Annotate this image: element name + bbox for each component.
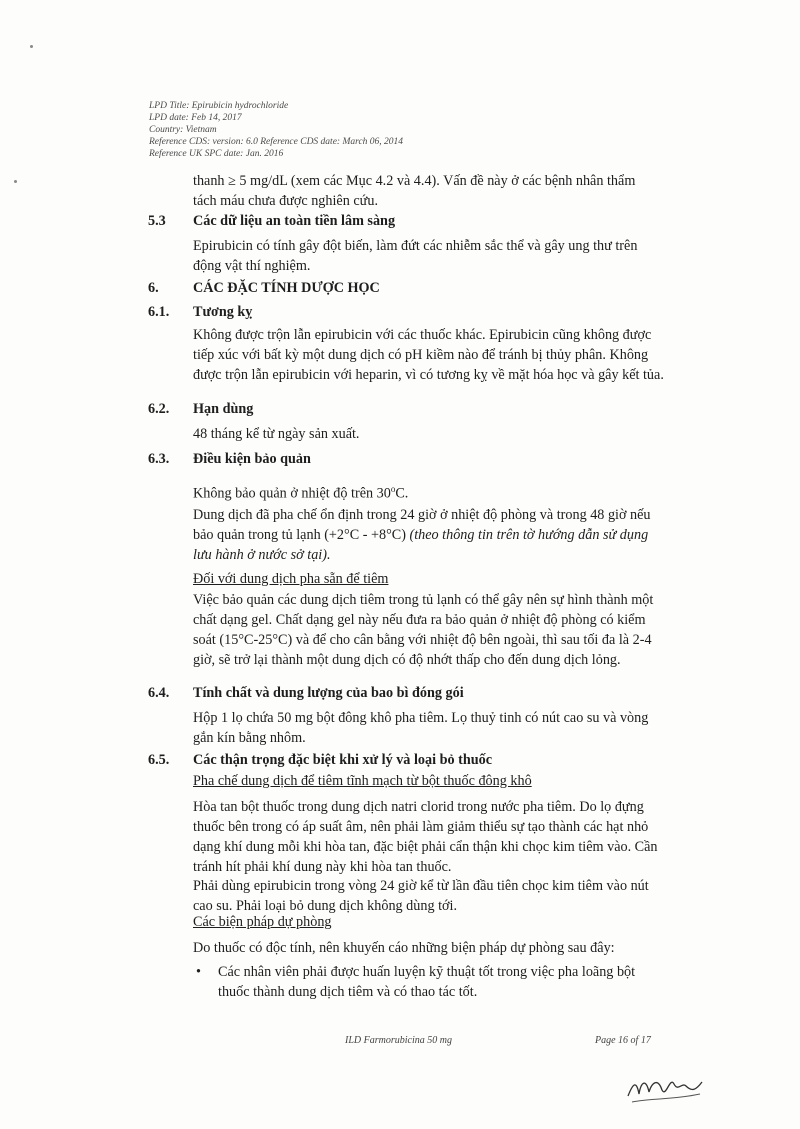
doc-header-country: Country: Vietnam	[149, 125, 217, 135]
doc-header-cds: Reference CDS: version: 6.0 Reference CDS date: March 06, 2014	[149, 137, 404, 147]
section-6-1-text: Không được trộn lẫn epirubicin với các thuốc khác. Epirubicin cũng không được tiếp xúc với bất kỳ một dung dịch có pH kiềm nào để tránh bị thủy phân. Không được trộn lẫn epirubicin với heparin, vì có tương kỵ về mặt hóa học và gây kết tủa.	[193, 327, 664, 383]
scan-speck	[30, 45, 33, 48]
section-6-number: 6.	[148, 280, 159, 296]
section-6-5-number: 6.5.	[148, 752, 170, 768]
footer-product: ILD Farmorubicina 50 mg	[345, 1035, 452, 1046]
section-6-3-gel-text: Việc bảo quản các dung dịch tiêm trong tủ lạnh có thể gây nên sự hình thành một chất dạng gel. Chất dạng gel này nếu đưa ra bảo quản ở nhiệt độ phòng có kiểm soát (15°C-25°C) và để cho cân bằng với nhiệt độ bên ngoài, thì sau tối đa là 2-4 giờ, sẽ trở lại thành một dung dịch có độ nhớt thấp cho đến dung dịch lỏng.	[193, 592, 654, 668]
bullet-marker: •	[196, 964, 201, 980]
footer-page-number: Page 16 of 17	[595, 1035, 651, 1046]
section-6-2-text: 48 tháng kể từ ngày sản xuất.	[193, 426, 360, 442]
section-6-4-text: Hộp 1 lọ chứa 50 mg bột đông khô pha tiêm. Lọ thuỷ tinh có nút cao su và vòng gắn kín bằng nhôm.	[193, 710, 649, 746]
section-6-title: CÁC ĐẶC TÍNH DƯỢC HỌC	[193, 280, 380, 296]
section-6-3-number: 6.3.	[148, 451, 170, 467]
scan-speck	[14, 180, 17, 183]
section-6-3-title: Điều kiện bảo quản	[193, 451, 311, 467]
section-6-5-usage-text: Phải dùng epirubicin trong vòng 24 giờ kể từ lần đầu tiên chọc kim tiêm vào nút cao su. Phải loại bỏ dung dịch không dùng tới.	[193, 878, 649, 914]
section-5-3-text: Epirubicin có tính gây đột biến, làm đứt các nhiễm sắc thể và gây ung thư trên động vật thí nghiệm.	[193, 238, 638, 274]
section-6-4-title: Tính chất và dung lượng của bao bì đóng gói	[193, 685, 464, 701]
section-6-5-subheading-reconstitution: Pha chế dung dịch để tiêm tĩnh mạch từ bột thuốc đông khô	[193, 773, 532, 789]
doc-header-date: LPD date: Feb 14, 2017	[149, 113, 242, 123]
section-5-3-title: Các dữ liệu an toàn tiền lâm sàng	[193, 213, 396, 229]
section-6-1-number: 6.1.	[148, 304, 170, 320]
section-6-1-title: Tương kỵ	[193, 304, 253, 320]
signature-mark	[622, 1068, 708, 1108]
section-6-3-subheading: Đối với dung dịch pha sẵn để tiêm	[193, 571, 389, 587]
section-6-3-stability: Dung dịch đã pha chế ổn định trong 24 giờ ở nhiệt độ phòng và trong 48 giờ nếu bảo quản trong tủ lạnh (+2°C - +8°C) (theo thông tin trên tờ hướng dẫn sử dụng lưu hành ở nước sở tại).	[193, 507, 651, 563]
section-6-2-title: Hạn dùng	[193, 401, 254, 417]
doc-header-spc: Reference UK SPC date: Jan. 2016	[149, 149, 284, 159]
intro-line-2: tách máu chưa được nghiên cứu.	[193, 193, 378, 209]
section-6-5-precautions-intro: Do thuốc có độc tính, nên khuyến cáo những biện pháp dự phòng sau đây:	[193, 940, 615, 956]
section-6-2-number: 6.2.	[148, 401, 170, 417]
section-6-5-reconstitution-text: Hòa tan bột thuốc trong dung dịch natri clorid trong nước pha tiêm. Do lọ đựng thuốc bên trong có áp suất âm, nên phải làm giảm thiểu sự tạo thành các hạt nhỏ dạng khí dung mỗi khi hòa tan, đặc biệt phải cẩn thận khi chọc kim tiêm vào. Cần tránh hít phải khí dung này khi hòa tan thuốc.	[193, 799, 658, 875]
section-6-5-bullet-1: Các nhân viên phải được huấn luyện kỹ thuật tốt trong việc pha loãng bột thuốc thành dung dịch tiêm và có thao tác tốt.	[218, 964, 636, 1000]
doc-header-title: LPD Title: Epirubicin hydrochloride	[149, 101, 289, 111]
section-6-3-storage-temp: Không bảo quản ở nhiệt độ trên 30$^o$C.	[193, 484, 409, 502]
section-6-5-subheading-precautions: Các biện pháp dự phòng	[193, 914, 332, 930]
section-6-5-title: Các thận trọng đặc biệt khi xử lý và loại bỏ thuốc	[193, 752, 492, 768]
section-5-3-number: 5.3	[148, 213, 166, 229]
intro-line-1: thanh ≥ 5 mg/dL (xem các Mục 4.2 và 4.4). Vấn đề này ở các bệnh nhân thẩm	[193, 173, 636, 189]
section-6-4-number: 6.4.	[148, 685, 170, 701]
